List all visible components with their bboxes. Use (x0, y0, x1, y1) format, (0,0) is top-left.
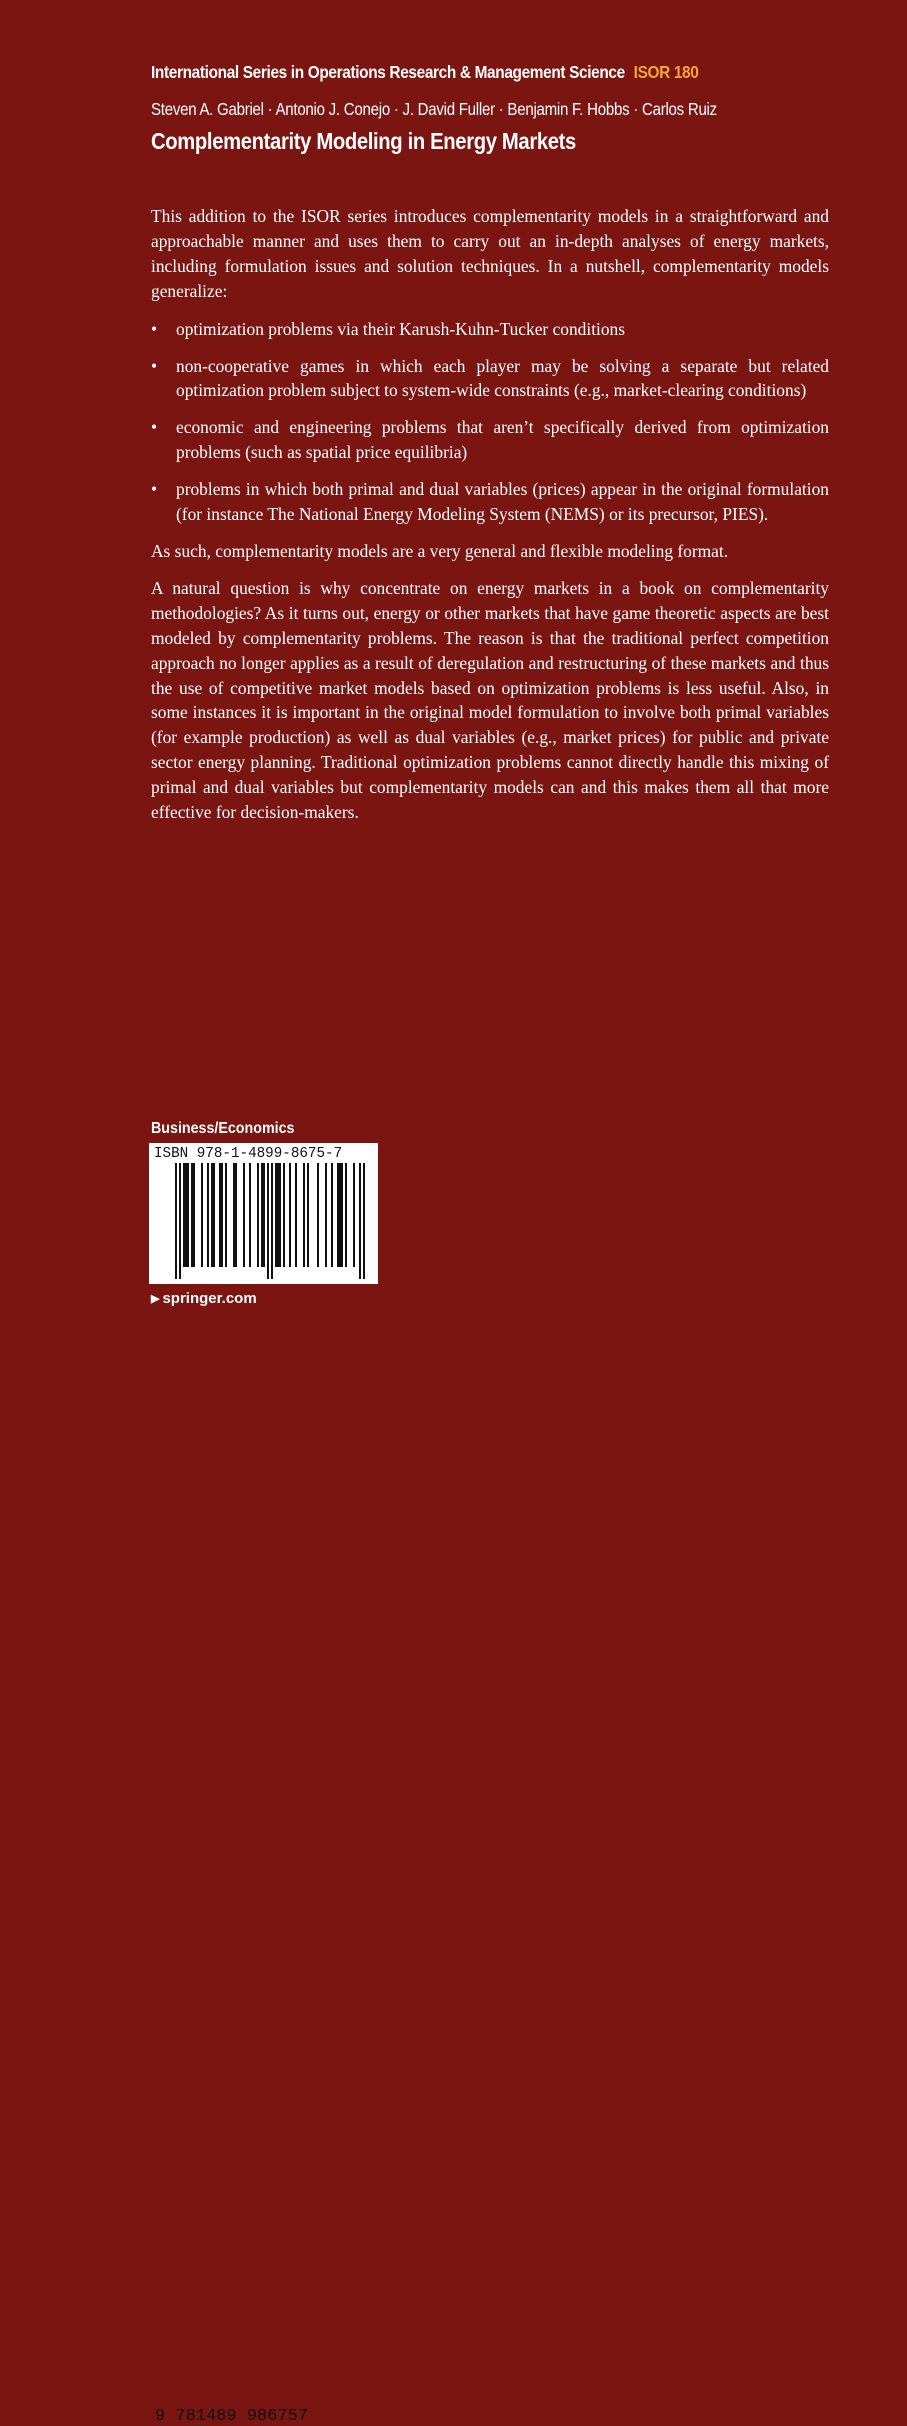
barcode-bar (179, 1163, 181, 1279)
barcode-bar (263, 1163, 265, 1267)
barcode-bar (249, 1163, 251, 1267)
barcode-bar (187, 1163, 189, 1267)
series-line (151, 62, 698, 83)
barcode-bar (275, 1163, 277, 1267)
barcode-bar (279, 1163, 281, 1267)
isbn-text: ISBN 978-1-4899-8675-7 (154, 1145, 343, 1162)
barcode-bar (363, 1163, 365, 1279)
ean-digits: 9 781489 986757 (155, 2407, 309, 2426)
barcode-bar (213, 1163, 215, 1267)
barcode-bar (283, 1163, 285, 1267)
series-number: ISOR 180 (633, 62, 699, 82)
barcode-bar (221, 1163, 223, 1267)
barcode-bar (295, 1163, 297, 1267)
barcode-bar (339, 1163, 341, 1267)
barcode-bar (233, 1163, 235, 1267)
barcode-bar (183, 1163, 185, 1267)
book-title: Complementarity Modeling in Energy Markets (151, 128, 576, 154)
barcode-bar (345, 1163, 347, 1267)
bullet-icon: • (151, 355, 158, 376)
barcode-bar (175, 1163, 177, 1279)
barcode-icon (149, 1143, 378, 1284)
barcode-bar (277, 1163, 279, 1267)
question-paragraph: A natural question is why concentrate on energy markets in a book on complementarity methodologies? As it turns out, energy or other markets that have game theoretic aspects are best modeled by complementarity problems. The reason is that the traditional perfect competition approach no longer applies as a result of deregulation and restructuring of these markets and thus the use of competitive market models based on optimization problems is less useful. Also, in some instances it is important in the original model formulation to involve both primal variables (for example production) as well as dual variables (e.g., market prices) for public and private sector energy planning. Traditional optimization problems cannot directly handle this mixing of primal and dual variables but complementarity models can and this makes them all that more effective for decision-makers. (151, 577, 829, 823)
barcode-bar (257, 1163, 259, 1267)
bullet-icon: • (151, 479, 158, 500)
barcode-bar (207, 1163, 209, 1267)
barcode-bar (267, 1163, 269, 1279)
list-item: • economic and engineering problems that aren’t specifically derived from optimization problems (such as spatial price equilibria) (151, 417, 829, 463)
list-item: • optimization problems via their Karush-Kuhn-Tucker conditions (151, 317, 829, 342)
barcode-bar (353, 1163, 355, 1267)
publisher-url: springer.com (162, 1290, 257, 1307)
barcode-bar (193, 1163, 195, 1267)
barcode-bar (235, 1163, 237, 1267)
list-item: • non-cooperative games in which each player may be solving a separate but related optimization problem subject to system-wide constraints (e.g., market-clearing conditions) (151, 355, 829, 401)
arrow-right-icon: ▶ (151, 1293, 160, 1305)
publisher-link[interactable] (151, 1290, 257, 1307)
barcode-bar (337, 1163, 339, 1267)
list-item: • problems in which both primal and dual variables (prices) appear in the original formulation (for instance The National Energy Modeling System (NEMS) or its precursor, PIES). (151, 479, 829, 525)
barcode-bar (201, 1163, 203, 1267)
barcode-bar (211, 1163, 213, 1267)
intro-paragraph: This addition to the ISOR series introduces complementarity models in a straightforward and approachable manner and uses them to carry out an in-depth analyses of energy markets, including formulation issues and solution techniques. In a nutshell, complementarity models generalize: (151, 206, 829, 301)
authors: Steven A. Gabriel · Antonio J. Conejo · J. David Fuller · Benjamin F. Hobbs · Carlos Ruiz (151, 99, 717, 119)
barcode-bar (219, 1163, 221, 1267)
barcode-bar (341, 1163, 343, 1267)
barcode-bar (261, 1163, 263, 1267)
barcode-bar (325, 1163, 327, 1267)
category-label: Business/Economics (151, 1120, 295, 1137)
description (151, 204, 829, 825)
series-name: International Series in Operations Research & Management Science (151, 62, 625, 82)
barcode-bar (185, 1163, 187, 1267)
bullet-icon: • (151, 318, 158, 339)
bullet-icon: • (151, 417, 158, 438)
barcode-bar (243, 1163, 245, 1267)
barcode-bar (331, 1163, 333, 1267)
barcode-bar (225, 1163, 227, 1267)
barcode-bar (271, 1163, 273, 1279)
barcode-bar (303, 1163, 305, 1267)
barcode-bar (289, 1163, 291, 1267)
barcode-bar (359, 1163, 361, 1279)
barcode-bar (191, 1163, 193, 1267)
as-such-paragraph: As such, complementarity models are a very general and flexible modeling format. (151, 540, 729, 561)
bullet-list (151, 317, 829, 527)
barcode-bar (307, 1163, 309, 1267)
barcode-bar (317, 1163, 319, 1267)
